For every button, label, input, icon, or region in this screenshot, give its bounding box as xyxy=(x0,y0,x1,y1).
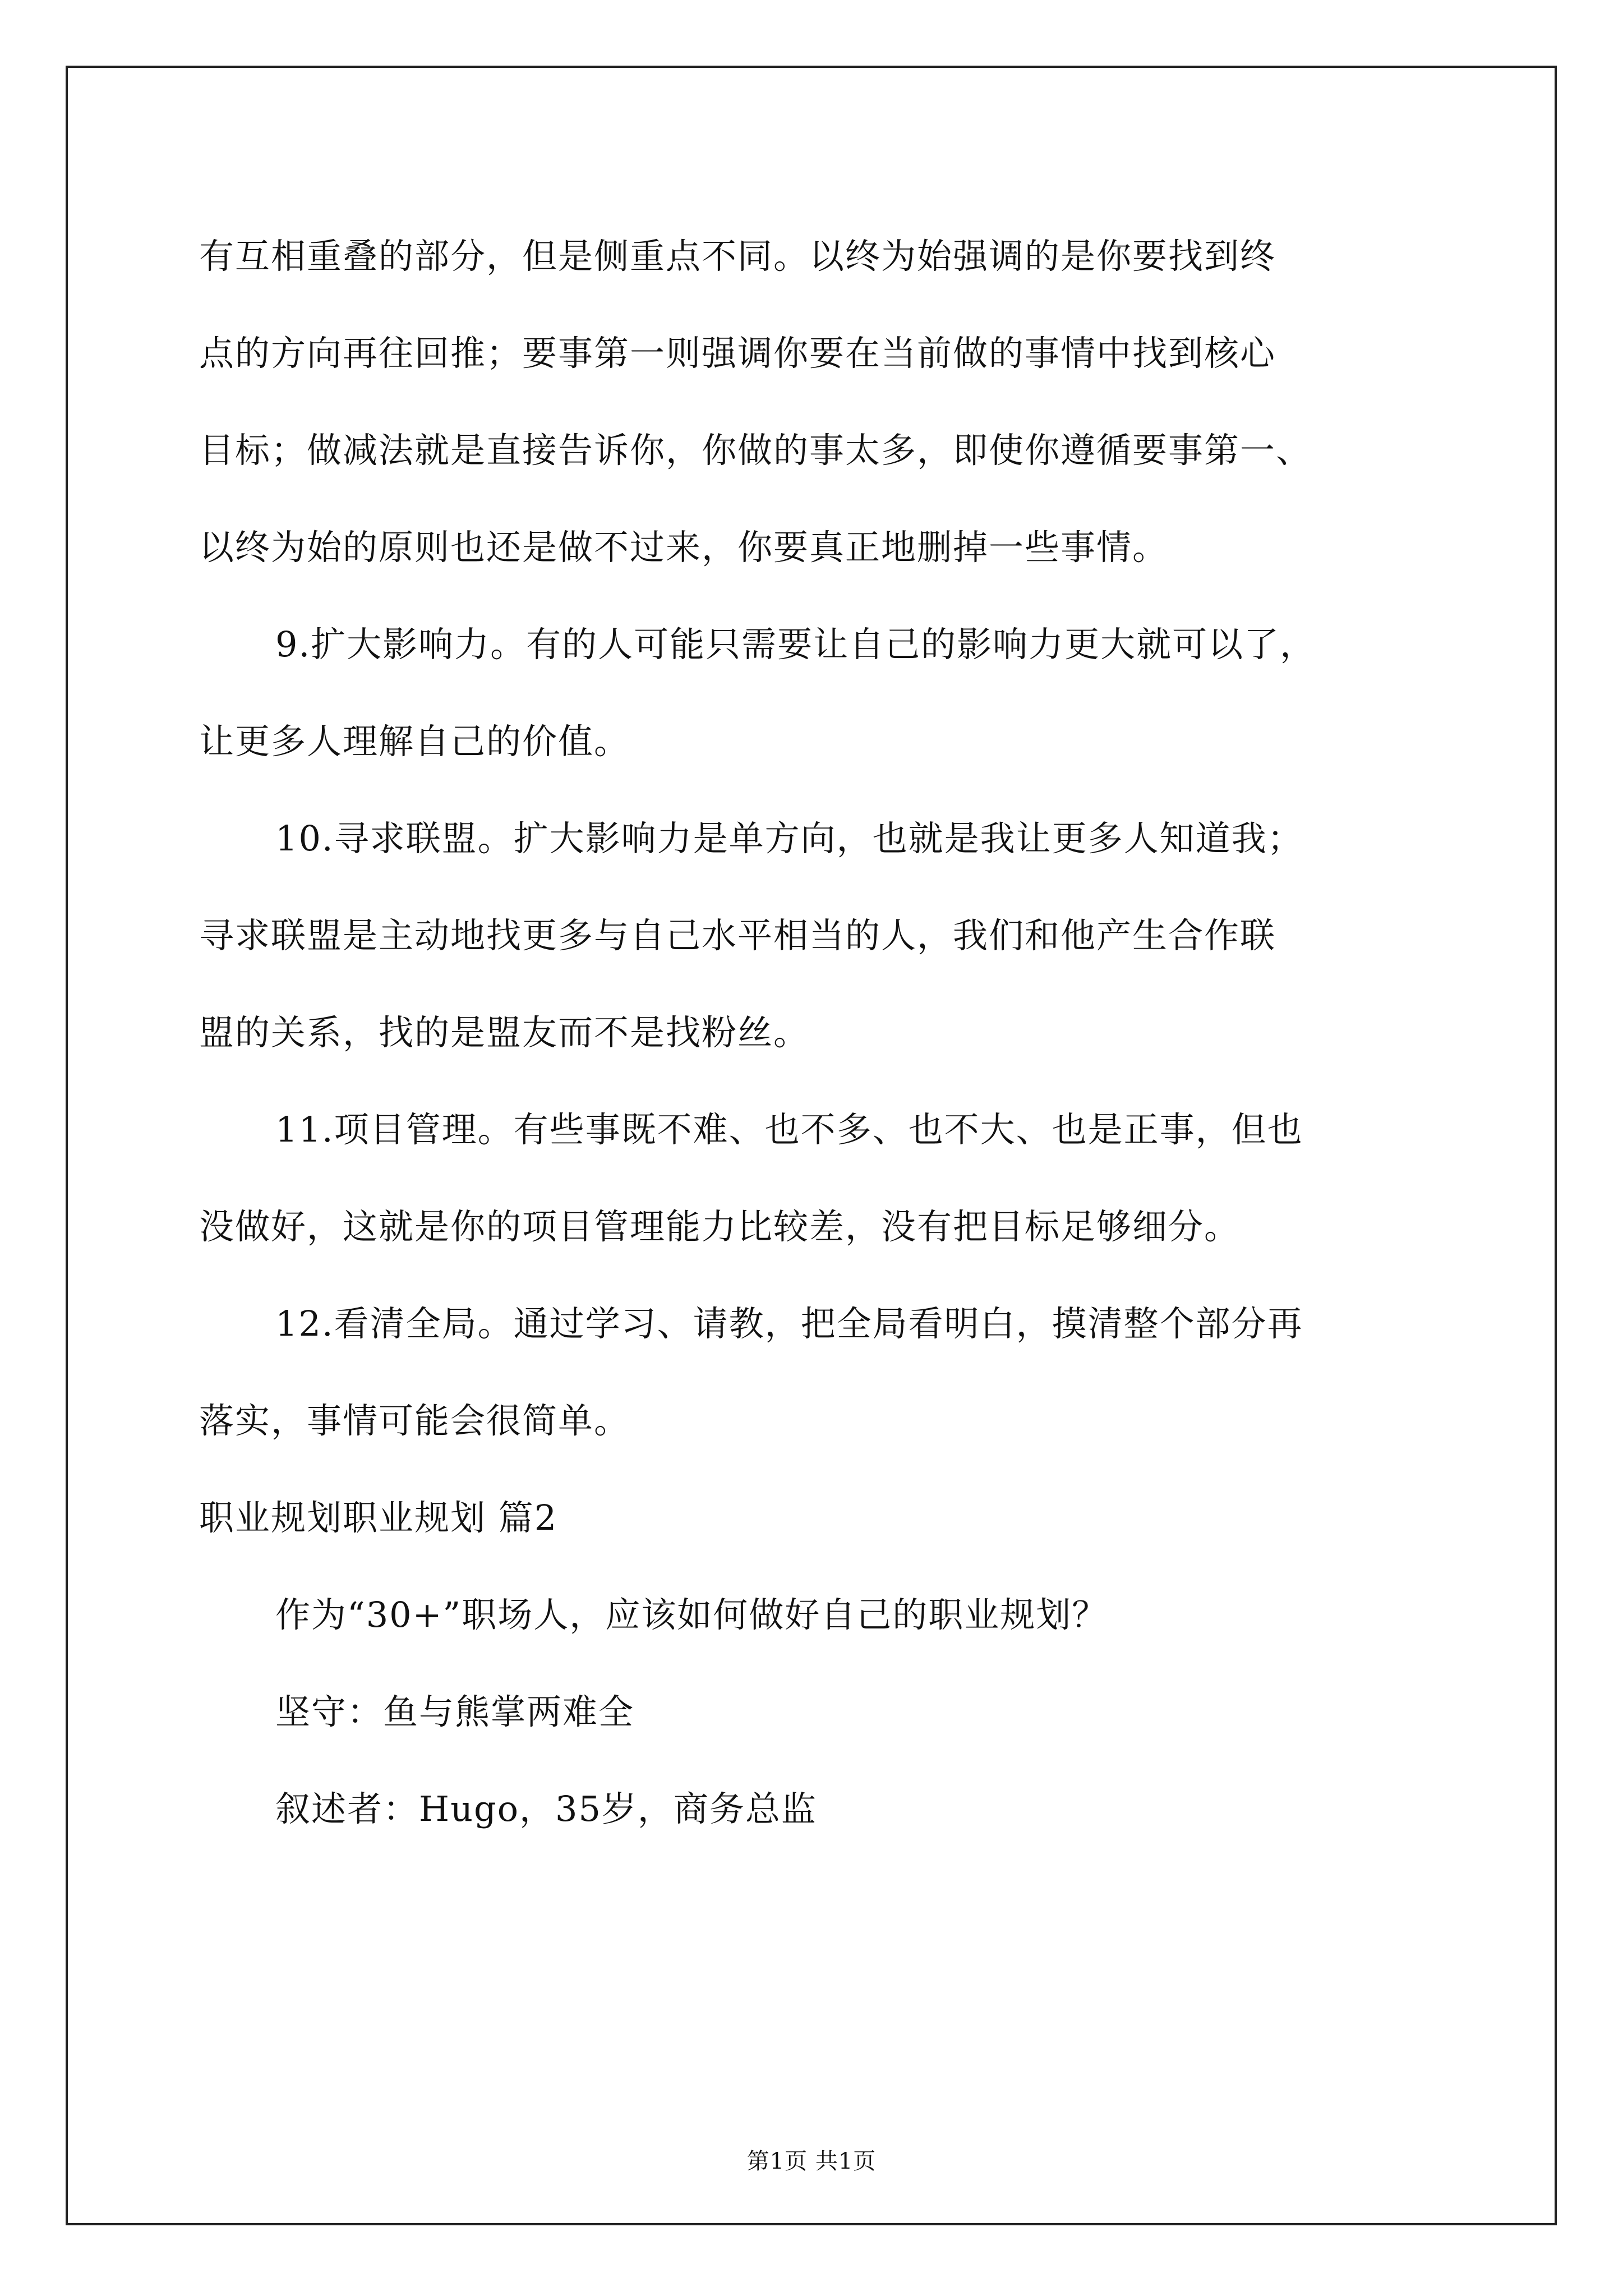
text-line: 没做好，这就是你的项目管理能力比较差，没有把目标足够细分。 xyxy=(199,1206,1241,1247)
section-heading: 职业规划职业规划 篇2 xyxy=(199,1497,558,1538)
text-line: 目标；做减法就是直接告诉你，你做的事太多，即使你遵循要事第一、 xyxy=(199,430,1312,471)
list-item-10: 10.寻求联盟。扩大影响力是单方向，也就是我让更多人知道我； xyxy=(275,818,1303,859)
list-item-12: 12.看清全局。通过学习、请教，把全局看明白，摸清整个部分再 xyxy=(275,1303,1303,1344)
narrator-line: 叙述者：Hugo，35岁，商务总监 xyxy=(275,1788,817,1829)
document-body xyxy=(199,208,1478,1857)
text-line: 落实，事情可能会很简单。 xyxy=(199,1400,630,1441)
list-item-11: 11.项目管理。有些事既不难、也不多、也不大、也是正事，但也 xyxy=(275,1109,1303,1150)
text-line: 以终为始的原则也还是做不过来，你要真正地删掉一些事情。 xyxy=(199,527,1169,568)
text-line: 盟的关系，找的是盟友而不是找粉丝。 xyxy=(199,1012,810,1053)
page-footer: 第1页 共1页 xyxy=(746,2148,877,2174)
list-item-9: 9.扩大影响力。有的人可能只需要让自己的影响力更大就可以了， xyxy=(275,624,1316,665)
text-line: 有互相重叠的部分，但是侧重点不同。以终为始强调的是你要找到终 xyxy=(199,236,1276,277)
paragraph-question: 作为“30+”职场人，应该如何做好自己的职业规划？ xyxy=(275,1594,1108,1635)
text-line: 让更多人理解自己的价值。 xyxy=(199,721,630,762)
text-line: 寻求联盟是主动地找更多与自己水平相当的人，我们和他产生合作联 xyxy=(199,915,1276,956)
subheading: 坚守：鱼与熊掌两难全 xyxy=(275,1691,635,1732)
text-line: 点的方向再往回推；要事第一则强调你要在当前做的事情中找到核心 xyxy=(199,333,1276,374)
